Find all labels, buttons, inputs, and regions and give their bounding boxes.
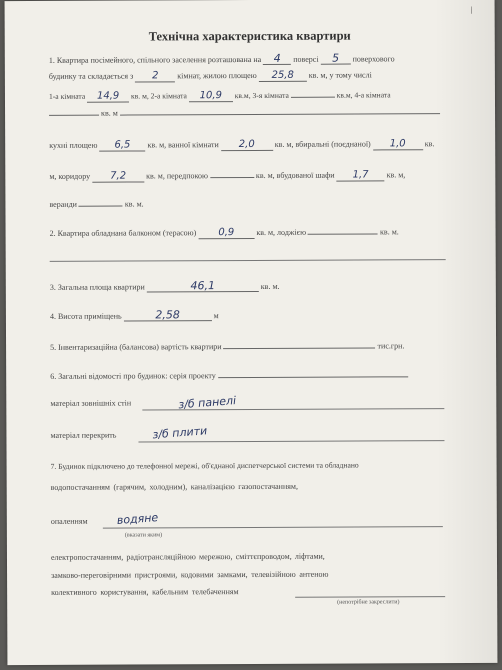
living-area-field: 25,8 <box>259 70 307 82</box>
room3-field <box>291 86 335 98</box>
height-field: 2,58 <box>124 309 212 321</box>
room2-field: 10,9 <box>189 90 233 102</box>
hallway-field <box>210 166 254 178</box>
s1-line-5: кухні площею 6,5 кв. м, ванної кімнати 2,0 кв. м, вбиральні (поєднаної) 1,0 кв. <box>49 138 435 151</box>
corner-mark: | <box>470 5 473 15</box>
s7-line-2: водопостачанням (гарячим, холодним), каналізацією газопостачанням, <box>50 481 298 492</box>
bathroom-field: 2,0 <box>221 139 273 151</box>
room4-field <box>49 104 99 116</box>
s7-heating-label: опаленням <box>50 516 88 526</box>
s6-line-3: матеріал перекрить <box>50 430 117 440</box>
walls-material-value: з/б панелі <box>177 394 237 412</box>
s1-line-2: будинку та складається з 2 кімнат, жилою площею 25,8 кв. м, у тому числі <box>48 69 372 82</box>
strike-note: (непотрібне закреслити) <box>337 599 400 606</box>
loggia-field <box>308 222 378 234</box>
s2-line: 2. Квартира обладнана балконом (терасою) 0,9 кв. м, лоджією кв. м. <box>50 222 399 240</box>
toilet-field: 1,0 <box>373 138 423 150</box>
s2-extra-rule <box>50 259 446 262</box>
closet-field: 1,7 <box>337 169 385 181</box>
heating-value: водяне <box>116 510 159 528</box>
veranda-field <box>79 195 123 207</box>
s7-line-3: електропостачанням, радіотрансляційною мережою, сміттєпроводом, ліфтами, <box>50 551 325 562</box>
s1-line-3: 1-а кімната 14,9 кв. м, 2-а кімната 10,9 кв.м, 3-я кімната кв.м, 4-а кімната <box>49 85 391 102</box>
project-series-field <box>218 365 408 378</box>
total-area-field: 46,1 <box>147 280 259 292</box>
room1-field: 14,9 <box>87 91 129 103</box>
s7-line-1: 7. Будинок підключено до телефонної мережі, об'єднаної диспетчерської системи та обладнано <box>50 460 359 471</box>
ceiling-material-value: з/б плити <box>152 424 208 442</box>
rooms-field: 2 <box>135 70 175 82</box>
s6-line-1: 6. Загальні відомості про будинок: серія проекту <box>50 365 408 381</box>
s1-line-6: м, коридору 7,2 кв. м, передпокою кв. м, вбудованої шафи 1,7 кв. м, <box>49 165 405 183</box>
kitchen-field: 6,5 <box>99 139 145 151</box>
document-page <box>5 0 498 665</box>
document-title: Технічна характеристика квартири <box>148 28 351 44</box>
s1-line-4: кв. м <box>49 102 440 118</box>
s7-line-4: замково-переговірними пристроями, кодовими замками, телевізійною антеною <box>51 569 329 580</box>
s6-line-2: матеріал зовнішніх стін <box>50 398 132 408</box>
s5-line: 5. Інвентаризаційна (балансова) вартість квартири тис.грн. <box>50 336 404 352</box>
heating-note: (вказати яким) <box>124 532 163 539</box>
s1-line-7: веранди кв. м. <box>49 194 143 208</box>
s4-line: 4. Висота приміщень 2,58 м <box>49 308 219 322</box>
s1-line-1: 1. Квартира посімейного, спільного заселення розташована на 4 поверсі 5 поверхового <box>48 51 395 65</box>
s7-line-5: колективного користування, кабельним телебаченням <box>51 587 239 597</box>
corridor-field: 7,2 <box>92 170 144 182</box>
floor-field: 4 <box>263 53 291 65</box>
balcony-field: 0,9 <box>198 227 254 239</box>
value-field <box>224 336 376 349</box>
s3-line: 3. Загальна площа квартири 46,1 кв. м. <box>49 279 280 293</box>
floors-total-field: 5 <box>321 53 351 65</box>
